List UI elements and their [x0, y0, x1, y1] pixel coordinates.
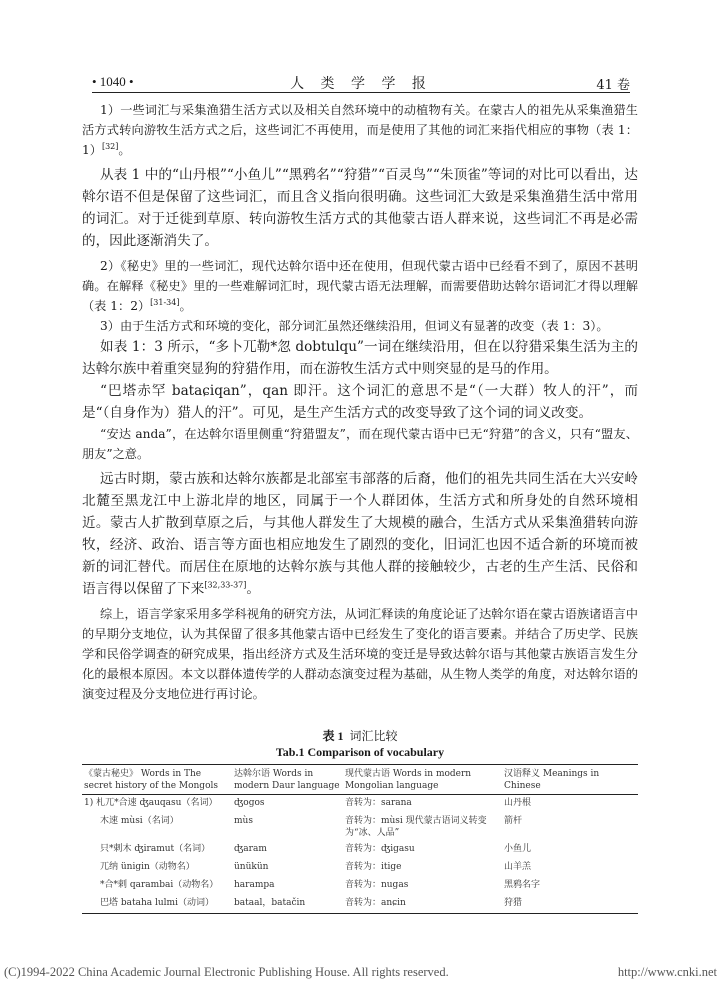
- paragraph: 综上，语言学家采用多学科视角的研究方法，从词汇释读的角度论证了达斡尔语在蒙古语族诸语言中的早期分支地位，认为其保留了很多其他蒙古语中已经发生了变化的语言要素。并结合了历史学、民族学和民俗学调查的研究成果，指出经济方式及生活环境的变迁是导致达斡尔语与其他蒙古族语言发生分化的最根本原因。本文以群体遗传学的人群动态演变过程为基础，从生物人类学的角度，对达斡尔语的演变过程及分支地位进行再讨论。: [82, 607, 638, 701]
- paragraph: 从表 1 中的“山丹根”“小鱼儿”“黑鸦名”“狩猎”“百灵鸟”“朱顶雀”等词的对比可以看出，达斡尔语不但是保留了这些词汇，而且含义指向很明确。这些词汇大致是采集渔猎生活中常用的词汇。对于迁徙到草原、转向游牧生活方式的其他蒙古语人群来说，这些词汇不再是必需的，因此逐渐消失了。: [82, 167, 638, 249]
- paragraph: 2）《秘史》里的一些词汇，现代达斡尔语中还在使用，但现代蒙古语中已经看不到了，原因不甚明确。在解释《秘史》里的一些难解词汇时，现代蒙古语无法理解，而需要借助达斡尔语词汇才得以理解（表 1：2）[31-34]。: [82, 259, 638, 313]
- header-chinese: 汉语释义 Meanings in Chinese: [504, 769, 600, 791]
- table-row: 1) 札兀*合速 ʤauqasu（名词） ʤogos 音转为：sarana 山丹根: [84, 798, 532, 808]
- header-secret-history: 《蒙古秘史》 Words in The secret history of the Mongols: [84, 769, 218, 791]
- citation: [32]: [101, 141, 119, 151]
- paragraph: 远古时期，蒙古族和达斡尔族都是北部室韦部落的后裔，他们的祖先共同生活在大兴安岭北麓至黑龙江中上游北岸的地区，同属于一个人群团体，生活方式和所身处的自然环境相近。蒙古人扩散到草原之后，与其他人群发生了大规模的融合，生活方式从采集渔猎转向游牧，经济、政治、语言等方面也相应地发生了剧烈的变化，旧词汇也因不适合新的环境而被新的词汇替代。而居住在原地的达斡尔族与其他人群的接触较少，古老的生产生活、民俗和语言得以保留了下来[32,33-37]。: [82, 471, 638, 597]
- citation: [31-34]: [150, 297, 180, 307]
- journal-title: 人 类 学 学 报: [290, 76, 432, 92]
- volume-label: 41 卷: [596, 78, 630, 93]
- header-daur: 达斡尔语 Words in modern Daur language: [233, 769, 340, 791]
- cnki-link[interactable]: http://www.cnki.net: [617, 965, 717, 979]
- citation: [32,33-37]: [204, 580, 247, 590]
- table-row: 木速 mùsi（名词） mùs 音转为：mùsi 现代蒙古语词义转变为“冰、人品” 箭杆: [100, 816, 523, 838]
- paragraph: 如表 1：3 所示，“多卜兀勒*忽 dobtulqu”一词在继续沿用，但在以狩猎采集生活为主的达斡尔族中着重突显狗的狩猎作用，而在游牧生活方式中则突显的是马的作用。: [82, 339, 638, 377]
- article-body: [82, 100, 638, 704]
- paragraph: 3）由于生活方式和环境的变化，部分词汇虽然还继续沿用，但词义有显著的改变（表 1：3）。: [100, 319, 609, 333]
- paragraph: “安达 anda”，在达斡尔语里侧重“狩猎盟友”，而在现代蒙古语中已无“狩猎”的含义，只有“盟友、朋友”之意。: [82, 427, 638, 461]
- table-caption-en: Tab.1 Comparison of vocabulary: [275, 745, 445, 759]
- vocabulary-table: [82, 728, 638, 914]
- table-header-row: [82, 765, 638, 795]
- header-mongolian: 现代蒙古语 Words in modern Mongolian language: [344, 769, 472, 791]
- table-caption-cn: 表 1 词汇比较: [322, 729, 398, 743]
- table-row: 巴塔 bataha lulmi（动词） bataal，batačin 音转为：anɕin 狩猎: [82, 895, 638, 914]
- running-header: [92, 70, 630, 93]
- table-row: 兀纳 ünigin（动物名） ünükün 音转为：itige 山羊羔: [100, 862, 532, 872]
- paragraph: “巴塔赤罕 bataɕiqan”，qan 即汗。这个词汇的意思不是“（一大群）牧人的汗”，而是“（自身作为）猎人的汗”。可见，是生产生活方式的改变导致了这个词的词义改变。: [82, 383, 638, 421]
- table-row: 只*剌木 ʤiramut（名词） ʤaram 音转为：ʤigasu 小鱼儿: [100, 844, 532, 854]
- paragraph: 1）一些词汇与采集渔猎生活方式以及相关自然环境中的动植物有关。在蒙古人的祖先从采集渔猎生活方式转向游牧生活方式之后，这些词汇不再使用，而是使用了其他的词汇来指代相应的事物（表 1：1）[32]。: [82, 103, 638, 157]
- page-number: • 1040 •: [92, 74, 134, 89]
- comparison-table: [82, 764, 638, 914]
- table-row: *合*剌 qarambai（动物名） harampa 音转为：nugas 黑鸦名字: [100, 880, 541, 890]
- copyright-notice: (C)1994-2022 China Academic Journal Electronic Publishing House. All rights reserved.: [4, 965, 449, 979]
